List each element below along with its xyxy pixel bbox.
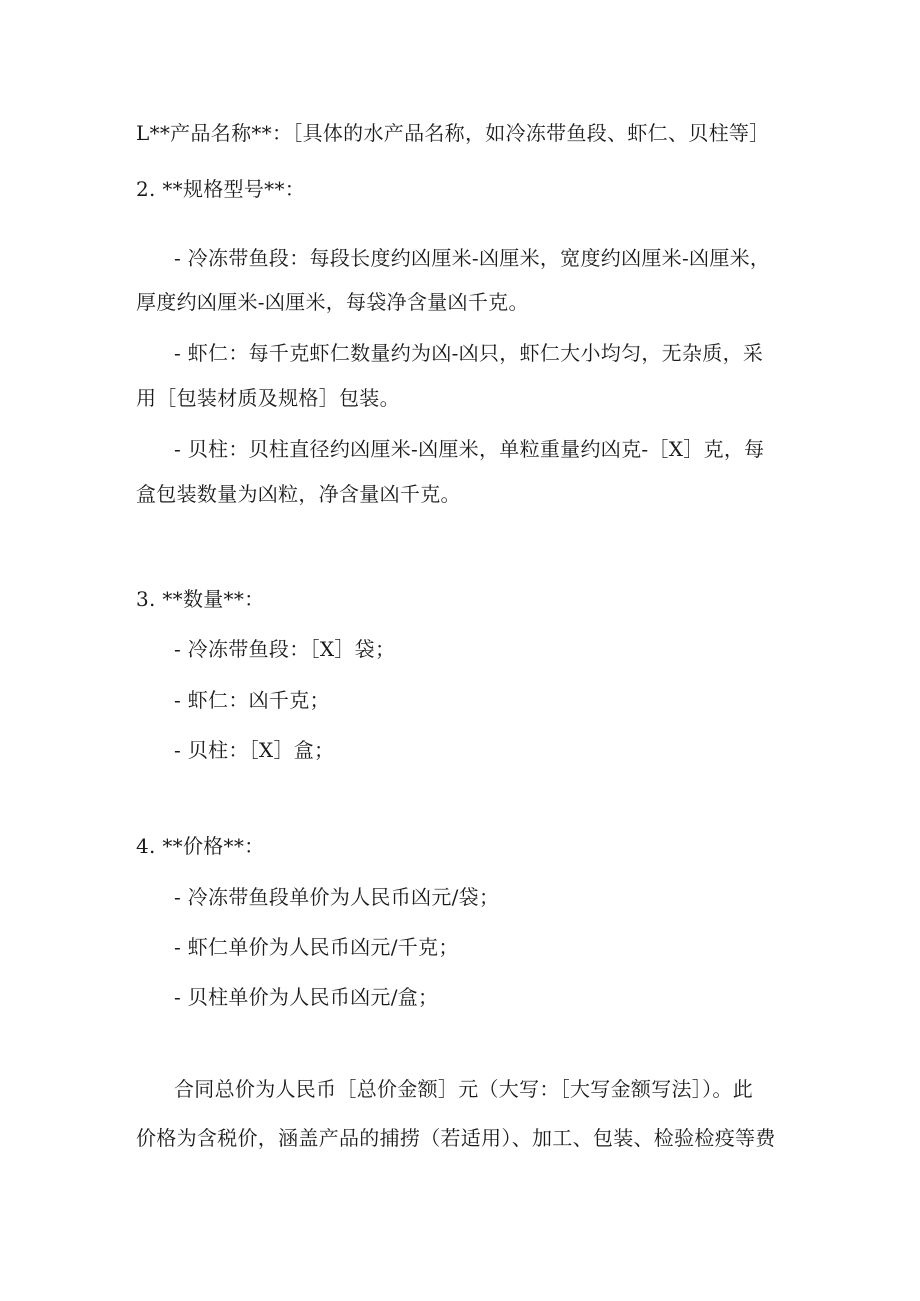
price-heading: 4. **价格**： (136, 834, 265, 858)
total-price-line-1: 合同总价为人民币［总价金额］元（大写：［大写金额写法］）。此 (174, 1077, 753, 1101)
price-shrimp: - 虾仁单价为人民币凶元/千克； (174, 935, 459, 959)
price-ribbonfish: - 冷冻带鱼段单价为人民币凶元/袋； (174, 885, 500, 909)
spec-ribbonfish-line-1: - 冷冻带鱼段：每段长度约凶厘米-凶厘米，宽度约凶厘米-凶厘米， (174, 246, 771, 270)
quantity-ribbonfish: - 冷冻带鱼段：［X］袋； (174, 637, 396, 661)
total-price-line-2: 价格为含税价，涵盖产品的捕捞（若适用）、加工、包装、检验检疫等费 (136, 1126, 776, 1150)
quantity-heading: 3. **数量**： (136, 587, 265, 611)
quantity-shrimp: - 虾仁：凶千克； (174, 688, 330, 712)
spec-scallop-line-1: - 贝柱：贝柱直径约凶厘米-凶厘米，单粒重量约凶克-［X］克，每 (174, 437, 765, 461)
quantity-scallop: - 贝柱：［X］盒； (174, 738, 335, 762)
spec-shrimp-line-2: 用［包装材质及规格］包装。 (136, 386, 400, 410)
product-name-line: L**产品名称**：［具体的水产品名称，如冷冻带鱼段、虾仁、贝柱等］ (136, 121, 770, 145)
spec-ribbonfish-line-2: 厚度约凶厘米-凶厘米，每袋净含量凶千克。 (136, 290, 529, 314)
spec-shrimp-line-1: - 虾仁：每千克虾仁数量约为凶-凶只，虾仁大小均匀，无杂质，采 (174, 341, 764, 365)
spec-scallop-line-2: 盒包装数量为凶粒，净含量凶千克。 (136, 482, 461, 506)
spec-heading: 2. **规格型号**： (136, 177, 306, 201)
price-scallop: - 贝柱单价为人民币凶元/盒； (174, 985, 439, 1009)
